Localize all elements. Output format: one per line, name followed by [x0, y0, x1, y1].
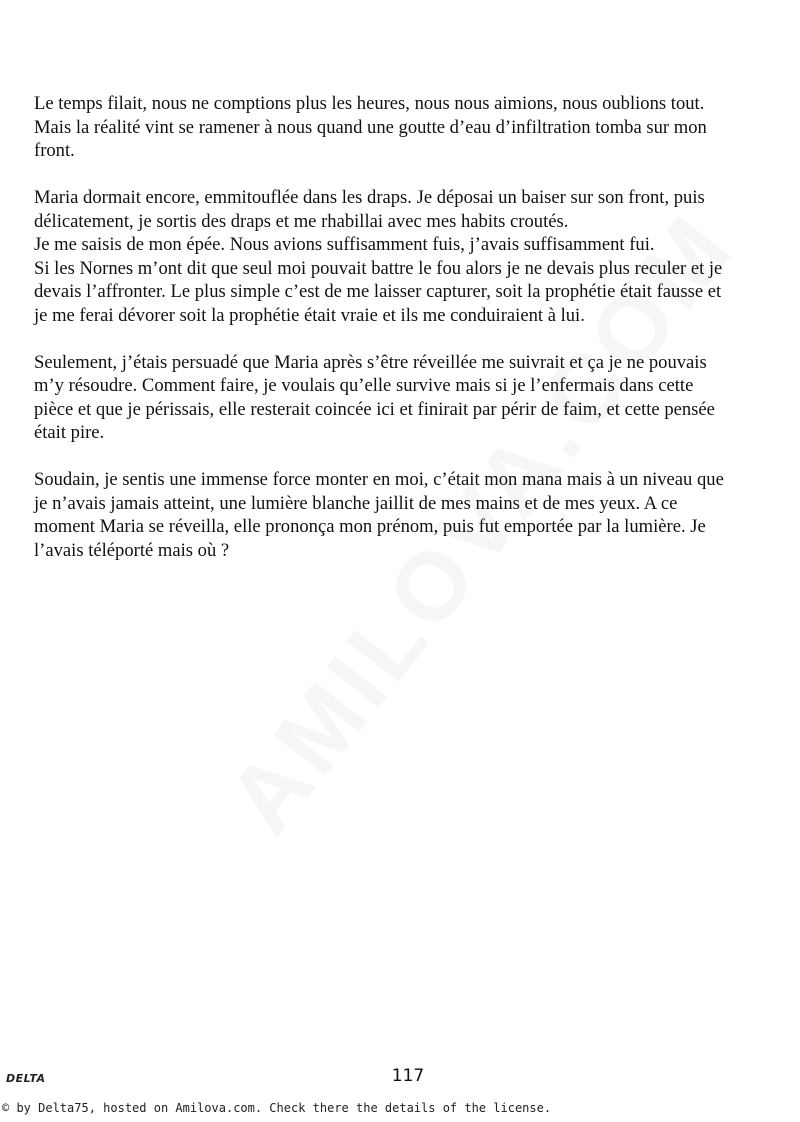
paragraph-3: [34, 351, 774, 445]
paragraph-4: [34, 468, 774, 562]
text-line: moment Maria se réveilla, elle prononça mon prénom, puis fut emportée par la lumière. Je: [34, 516, 706, 537]
text-line: Soudain, je sentis une immense force monter en moi, c’était mon mana mais à un niveau que: [34, 469, 724, 490]
text-line: Si les Nornes m’ont dit que seul moi pouvait battre le fou alors je ne devais plus reculer et je: [34, 257, 723, 279]
story-text: [34, 92, 774, 586]
delta-logo: DELTA: [6, 1072, 46, 1085]
text-line: Le temps filait, nous ne comptions plus les heures, nous nous aimions, nous oublions tout.: [34, 93, 705, 114]
paragraph-1: [34, 92, 774, 163]
text-line: délicatement, je sortis des draps et me rhabillai avec mes habits croutés.: [34, 210, 569, 232]
text-line: Je me saisis de mon épée. Nous avions suffisamment fuis, j’avais suffisamment fui.: [34, 234, 655, 255]
text-line: l’avais téléporté mais où ?: [34, 539, 230, 561]
text-line: je me ferai dévorer soit la prophétie était vraie et ils me conduiraient à lui.: [34, 304, 585, 326]
text-line: devais l’affronter. Le plus simple c’est de me laisser capturer, soit la prophétie était fausse et: [34, 281, 722, 302]
text-line: pièce et que je périssais, elle resterait coincée ici et finirait par périr de faim, et cette pensée: [34, 398, 715, 420]
text-line: Mais la réalité vint se ramener à nous quand une goutte d’eau d’infiltration tomba sur mon: [34, 116, 707, 138]
text-line: front.: [34, 140, 75, 161]
paragraph-2: [34, 186, 774, 327]
text-line: était pire.: [34, 422, 105, 443]
text-line: je n’avais jamais atteint, une lumière blanche jaillit de mes mains et de mes yeux. A ce: [34, 492, 678, 514]
text-line: Maria dormait encore, emmitouflée dans les draps. Je déposai un baiser sur son front, puis: [34, 187, 705, 208]
copyright-notice: © by Delta75, hosted on Amilova.com. Check there the details of the license.: [2, 1101, 552, 1115]
page-number: 117: [391, 1066, 425, 1086]
text-line: Seulement, j’étais persuadé que Maria après s’être réveillée me suivrait et ça je ne pouvais: [34, 351, 707, 373]
text-line: m’y résoudre. Comment faire, je voulais qu’elle survive mais si je l’enfermais dans cette: [34, 375, 694, 396]
